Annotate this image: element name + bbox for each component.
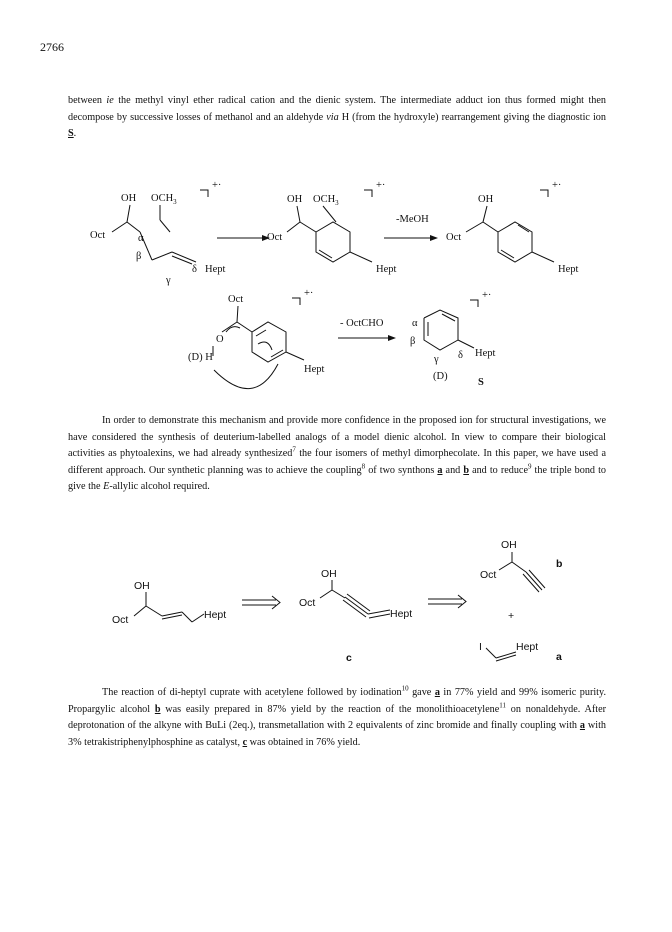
label-c: c xyxy=(346,652,352,664)
svg-text:γ: γ xyxy=(166,275,171,286)
svg-text:Hept: Hept xyxy=(376,264,397,275)
svg-text:OH: OH xyxy=(321,568,337,580)
ion-s-ref: S xyxy=(68,128,74,140)
svg-text:Oct: Oct xyxy=(480,569,497,581)
paragraph-synthesis-plan: In order to demonstrate this mechanism and provide more confidence in the proposed ion for structural investigations, we have considered the synthesis of deuterium-labelled analogs of a model dienic alcohol. In view to compare their biological activities as phytoalexins, we had already synthesized$^7$ the four isomers of methyl dimorphecolate. In this paper, we have used a different approach. Our synthetic planning was to achieve the coupling$^8$ of two synthons a and b and to reduce$^9$ the triple bond to give the E-allylic alcohol required. xyxy=(68,415,607,493)
label-b: b xyxy=(556,558,563,570)
svg-text:O: O xyxy=(216,334,224,345)
retro-arrow-2 xyxy=(428,595,466,608)
synthon-b xyxy=(480,539,562,592)
svg-text:δ: δ xyxy=(192,264,197,275)
label-oh: OH xyxy=(121,193,137,204)
target-allylic-alcohol xyxy=(112,580,226,626)
svg-text:OCH3: $OCH_3$ xyxy=(313,194,339,207)
svg-text:Hept: Hept xyxy=(205,264,226,275)
svg-text:+·: +· xyxy=(552,180,562,191)
svg-text:γ: γ xyxy=(434,354,439,365)
svg-text:OH: OH xyxy=(287,194,303,205)
svg-text:(D) H: (D) H xyxy=(188,352,213,363)
svg-text:OH: OH xyxy=(134,580,150,592)
paragraph-mechanism: between ie the methyl vinyl ether radical cation and the dienic system. The intermediate adduct ion thus formed might then decompose by successive losses of methanol and an aldehyde via H (from the hydroxyle) rearrangement giving the diagnostic ion S. xyxy=(68,95,606,140)
svg-text:δ: δ xyxy=(458,350,463,361)
svg-text:I: I xyxy=(479,641,482,653)
svg-text:Hept: Hept xyxy=(390,608,413,620)
svg-text:β: β xyxy=(410,336,416,347)
svg-text:Hept: Hept xyxy=(204,609,227,621)
svg-text:Oct: Oct xyxy=(267,232,283,243)
svg-text:Oct: Oct xyxy=(112,614,129,626)
svg-text:α: α xyxy=(138,233,144,244)
svg-text:β: β xyxy=(136,251,142,262)
page-number: 2766 xyxy=(40,40,64,54)
svg-text:OH: OH xyxy=(478,194,494,205)
retro-arrow-1 xyxy=(242,596,280,609)
svg-text:OH: OH xyxy=(501,539,517,551)
svg-text:Oct: Oct xyxy=(228,294,244,305)
synthon-a xyxy=(479,641,562,663)
svg-text:Oct: Oct xyxy=(446,232,462,243)
svg-text:α: α xyxy=(412,318,418,329)
label-a: a xyxy=(556,651,562,663)
plus-sign: + xyxy=(508,610,515,622)
intermediate-c xyxy=(299,568,412,664)
svg-text:+·: +· xyxy=(376,180,386,191)
label-ion-s: S xyxy=(478,377,484,388)
label-och3: $OCH_3$ xyxy=(151,193,177,206)
svg-text:+·: +· xyxy=(212,180,222,191)
svg-text:Oct: Oct xyxy=(299,597,316,609)
svg-text:+·: +· xyxy=(304,288,314,299)
svg-text:Hept: Hept xyxy=(558,264,579,275)
svg-text:Hept: Hept xyxy=(304,364,325,375)
label-oct: Oct xyxy=(90,230,106,241)
svg-text:Hept: Hept xyxy=(516,641,539,653)
svg-text:Hept: Hept xyxy=(475,348,496,359)
svg-text:+·: +· xyxy=(482,290,492,301)
label-minus-meoh: -MeOH xyxy=(396,214,429,225)
paragraph-results: The reaction of di-heptyl cuprate with acetylene followed by iodination$^{10}$ gave a in 77% yield and 99% isomeric purity. Propargylic alcohol b was easily prepared in 87% yield by the reaction of the monolithioacetylene$^{11}$ on nonaldehyde. After deprotonation of the alkyne with BuLi (2eq.), transmetallation with 2 equivalents of zinc bromide and finally coupling with a with 3% tetrakistriphenylphosphine as catalyst, c was obtained in 76% yield. xyxy=(68,684,607,748)
label-minus-octcho: - OctCHO xyxy=(340,318,384,329)
svg-text:(D): (D) xyxy=(433,371,448,382)
